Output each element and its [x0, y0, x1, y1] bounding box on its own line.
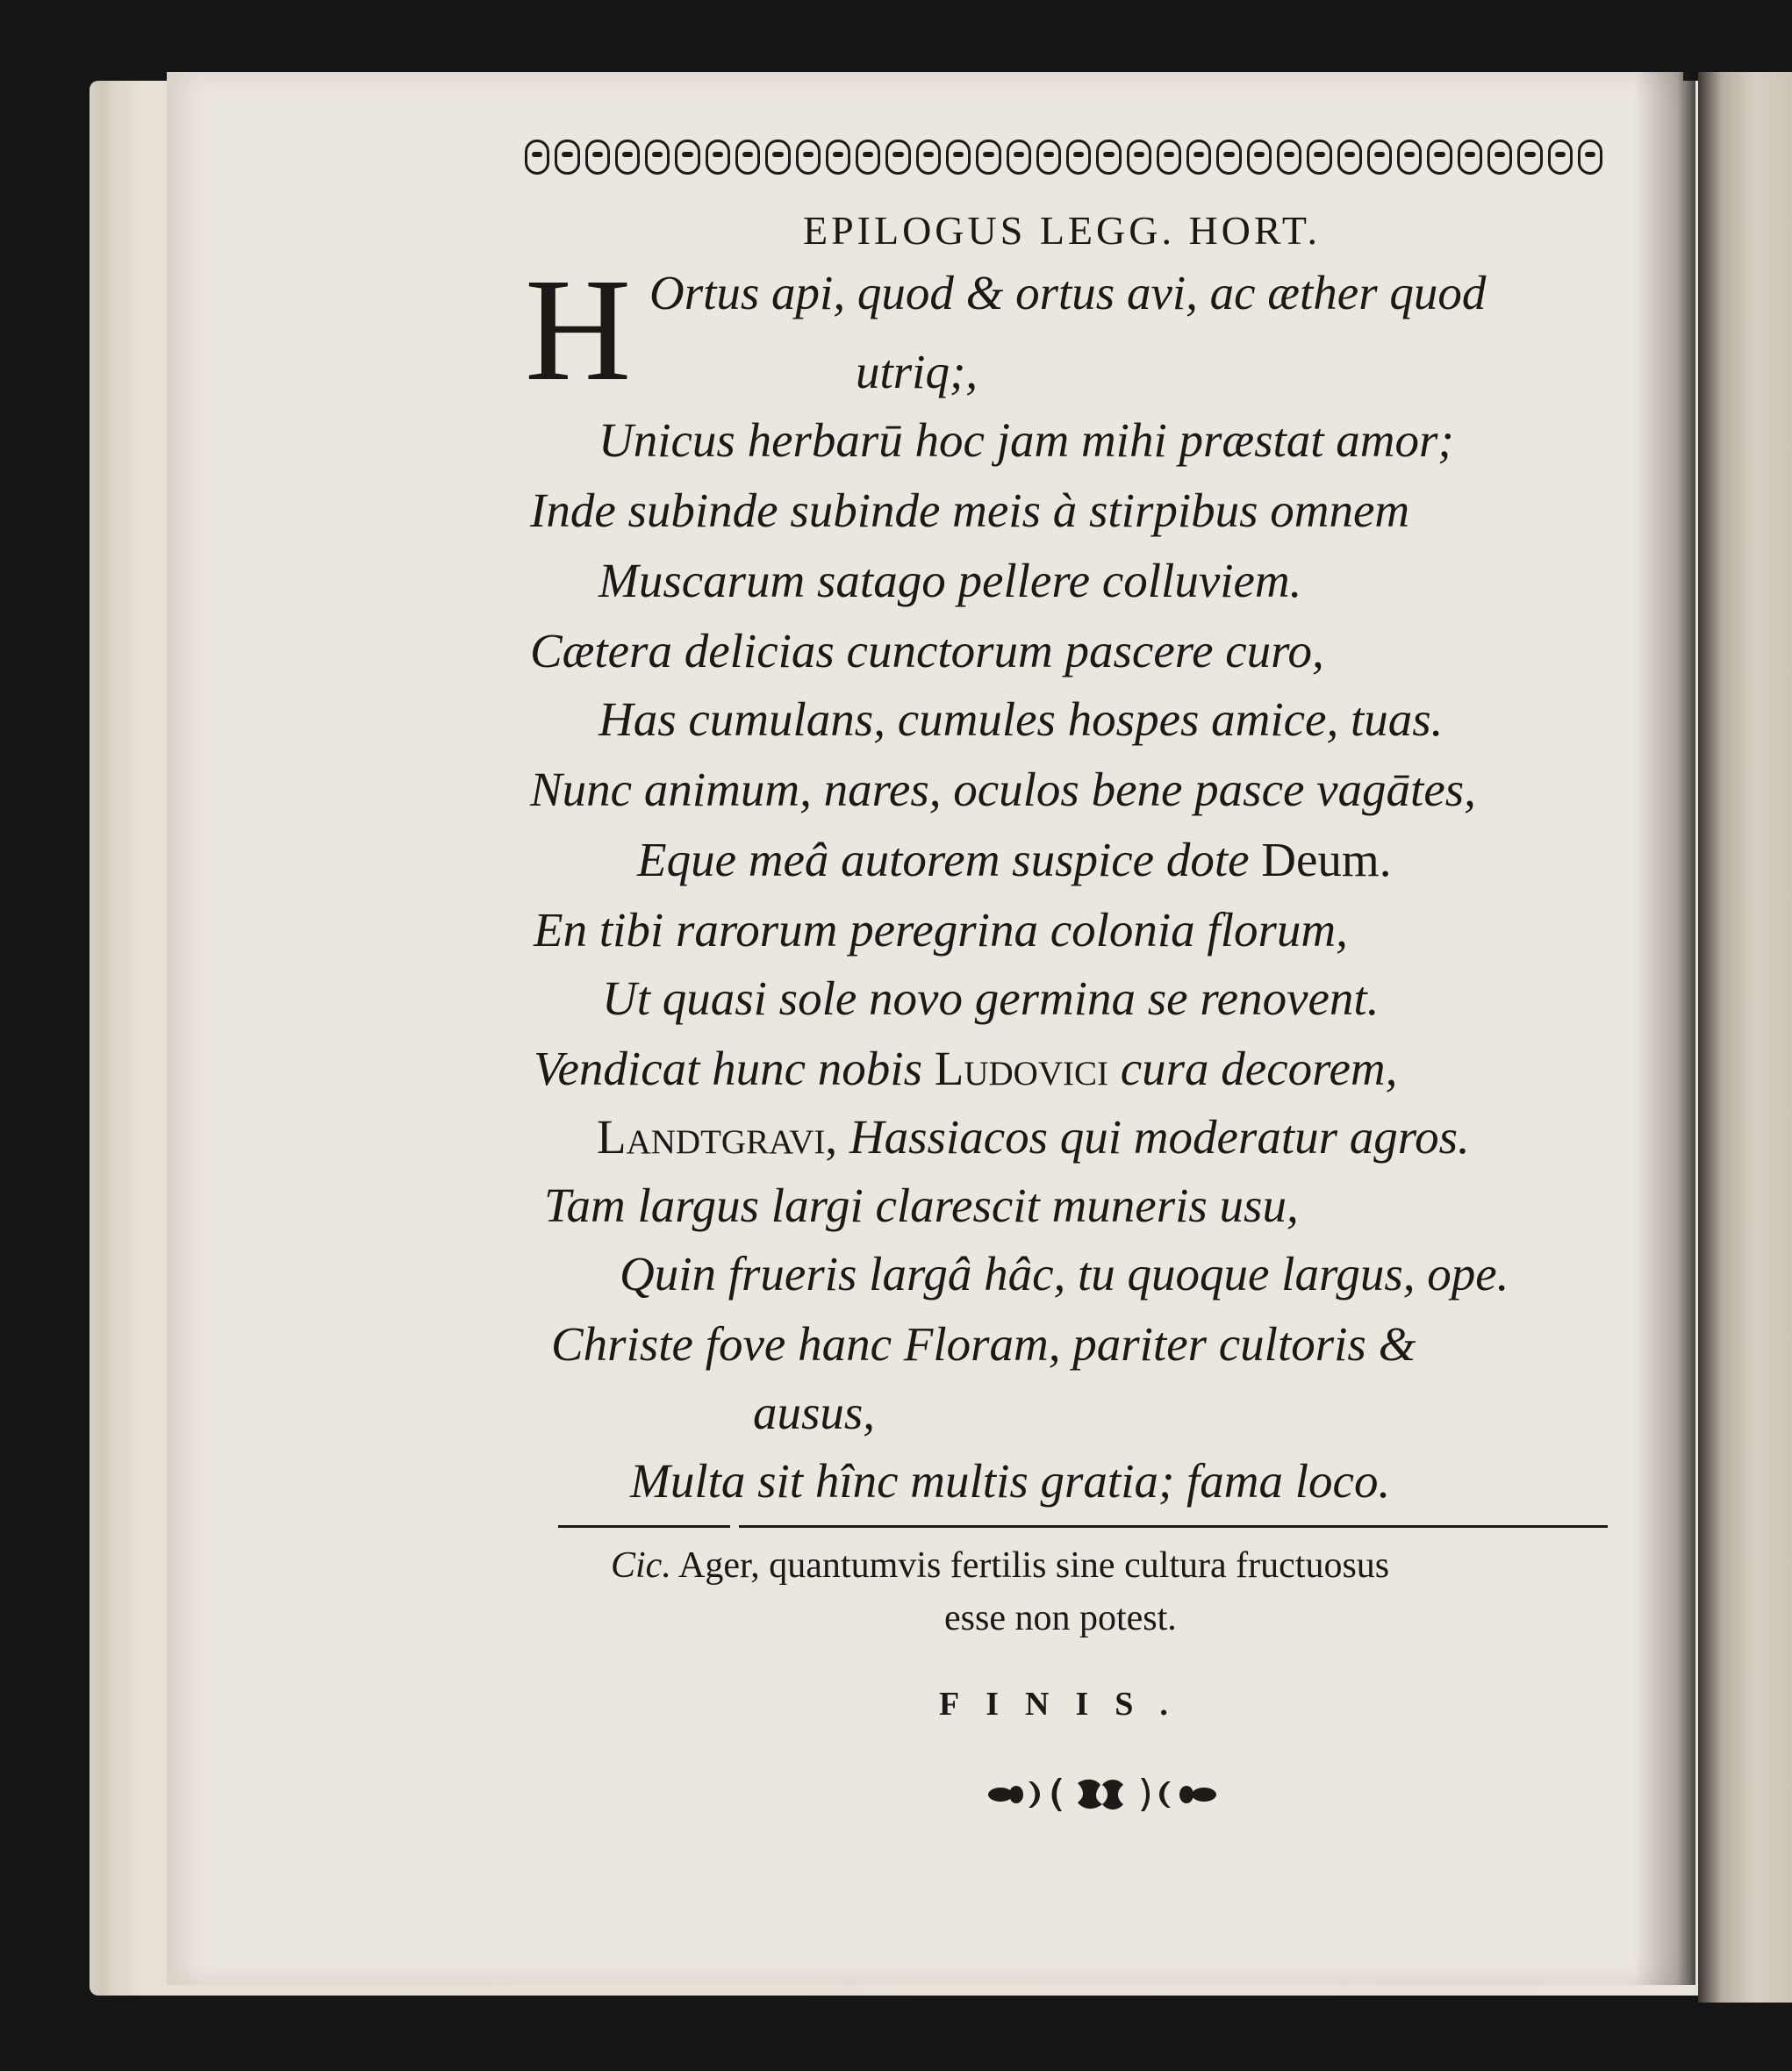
- quotation-text: Ager, quantumvis fertilis sine cultura fructuosus: [678, 1545, 1390, 1586]
- verse-line: Multa sit hînc multis gratia; fama loco.: [630, 1454, 1391, 1508]
- quotation-attribution: Cic.: [611, 1545, 671, 1586]
- verse-line: Inde subinde subinde meis à stirpibus omnem: [530, 484, 1410, 537]
- verse-line-smallcaps: Ludovici: [934, 1042, 1108, 1095]
- verse-line: Christe fove hanc Floram, pariter cultoris &: [551, 1317, 1416, 1371]
- verse-line-italic: Vendicat hunc nobis: [534, 1042, 922, 1095]
- verse-line: utriq;,: [856, 345, 978, 398]
- verse-line: Ut quasi sole novo germina se renovent.: [602, 971, 1380, 1025]
- quotation-line-2: esse non potest.: [944, 1598, 1177, 1638]
- verse-line: [597, 1109, 1470, 1164]
- verse-line-roman: Deum.: [1261, 833, 1392, 886]
- tailpiece-ornament: [981, 1773, 1222, 1817]
- verse-line: Muscarum satago pellere colluviem.: [599, 554, 1302, 607]
- verse-line: En tibi rarorum peregrina colonia florum,: [534, 903, 1348, 957]
- verse-line-italic: cura decorem,: [1120, 1042, 1398, 1095]
- verse-line: Quin frueris largâ hâc, tu quoque largus, ope.: [620, 1247, 1509, 1301]
- finis-colophon: FINIS.: [939, 1686, 1194, 1723]
- drop-capital: H: [525, 248, 632, 412]
- verse-line: [637, 832, 1391, 887]
- verse-line: [534, 1041, 1397, 1096]
- verse-line: Has cumulans, cumules hospes amice, tuas.: [599, 692, 1444, 746]
- verse-line: Tam largus largi clarescit muneris usu,: [544, 1179, 1299, 1232]
- verse-line: Nunc animum, nares, oculos bene pasce vagātes,: [530, 763, 1476, 816]
- verse-line-italic: Hassiacos qui moderatur agros.: [849, 1110, 1470, 1164]
- divider-rule-left: [558, 1525, 730, 1528]
- quotation-line-1: [611, 1544, 1389, 1587]
- verse-line: Cætera delicias cunctorum pascere curo,: [530, 624, 1324, 677]
- verse-line-smallcaps: Landtgravi,: [597, 1110, 838, 1164]
- divider-rule: [739, 1525, 1608, 1528]
- verse-line: Ortus api, quod & ortus avi, ac æther quod: [649, 266, 1487, 319]
- verse-line: Unicus herbarū hoc jam mihi præstat amor;: [599, 413, 1454, 467]
- page-header: EPILOGUS LEGG. HORT.: [802, 208, 1322, 253]
- verse-line: ausus,: [753, 1386, 876, 1439]
- verse-line-italic: Eque meâ autorem suspice dote: [637, 833, 1250, 886]
